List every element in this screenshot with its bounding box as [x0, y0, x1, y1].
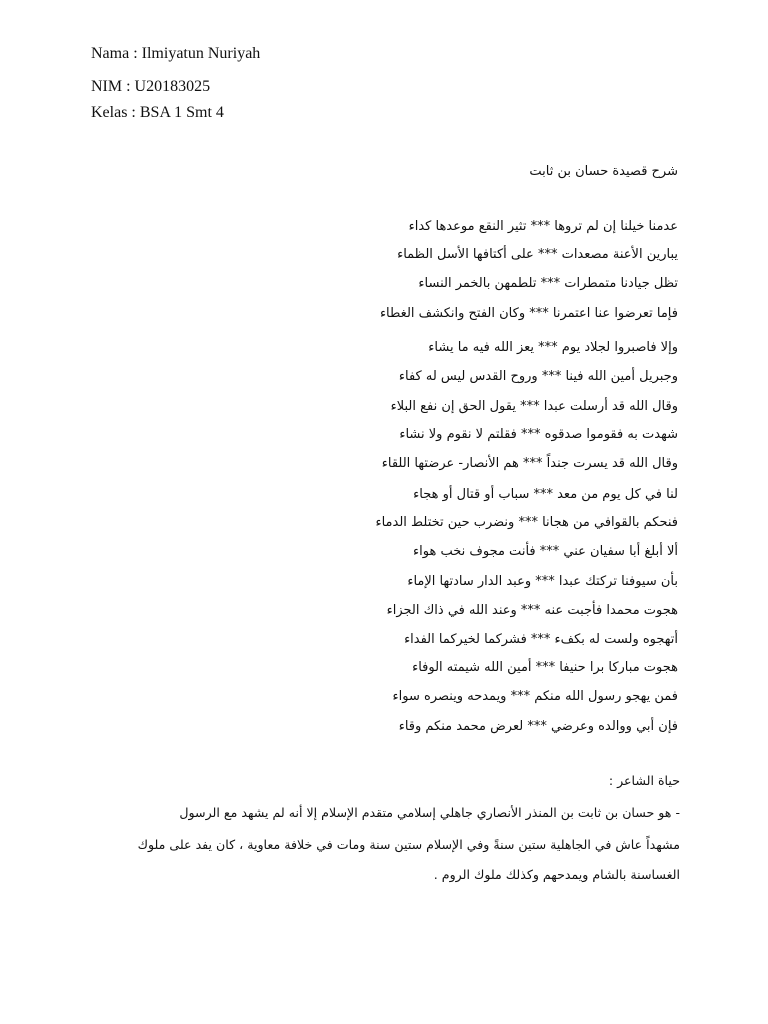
- document-title: شرح قصيدة حسان بن ثابت: [529, 164, 678, 179]
- verse-line: هجوت محمدا فأجبت عنه *** وعند الله في ذاك الجزاء: [386, 603, 678, 618]
- verse-line: وقال الله قد يسرت جنداً *** هم الأنصار- عرضتها اللقاء: [381, 456, 678, 471]
- biography-paragraph-line: - هو حسان بن ثابت بن المنذر الأنصاري جاهلي إسلامي متقدم الإسلام إلا أنه لم يشهد مع الرسول: [179, 805, 680, 820]
- student-name: Nama : Ilmiyatun Nuriyah: [91, 45, 261, 62]
- verse-line: هجوت مباركا برا حنيفا *** أمين الله شيمته الوفاء: [412, 660, 678, 675]
- verse-line: وإلا فاصبروا لجلاد يوم *** يعز الله فيه ما يشاء: [428, 340, 678, 355]
- verse-line: فمن يهجو رسول الله منكم *** ويمدحه وينصره سواء: [392, 689, 678, 704]
- verse-line: عدمنا خيلنا إن لم تروها *** تثير النقع موعدها كداء: [408, 219, 678, 234]
- verse-line: لنا في كل يوم من معد *** سباب أو قتال أو هجاء: [413, 487, 678, 502]
- verse-line: وجبريل أمين الله فينا *** وروح القدس ليس له كفاء: [398, 369, 678, 384]
- biography-paragraph-line: الغساسنة بالشام ويمدحهم وكذلك ملوك الروم .: [433, 867, 680, 882]
- verse-line: وقال الله قد أرسلت عبدا *** يقول الحق إن نفع البلاء: [390, 399, 678, 414]
- biography-heading: حياة الشاعر :: [608, 773, 680, 788]
- student-nim: NIM : U20183025: [91, 78, 211, 95]
- student-class: Kelas : BSA 1 Smt 4: [91, 104, 224, 121]
- verse-line: شهدت به فقوموا صدقوه *** فقلتم لا نقوم ولا نشاء: [399, 427, 678, 442]
- verse-line: تظل جيادنا متمطرات *** تلطمهن بالخمر النساء: [418, 276, 678, 291]
- verse-line: أتهجوه ولست له بكفء *** فشركما لخيركما الفداء: [404, 632, 678, 647]
- verse-line: بأن سيوفنا تركتك عبدا *** وعبد الدار سادتها الإماء: [407, 574, 678, 589]
- verse-line: ألا أبلغ أبا سفيان عني *** فأنت مجوف نخب هواء: [413, 544, 678, 559]
- verse-line: فنحكم بالقوافي من هجانا *** ونضرب حين تختلط الدماء: [375, 515, 678, 530]
- verse-line: فإن أبي ووالده وعرضي *** لعرض محمد منكم وقاء: [398, 719, 678, 734]
- verse-line: فإما تعرضوا عنا اعتمرنا *** وكان الفتح وانكشف الغطاء: [379, 306, 678, 321]
- verse-line: يبارين الأعنة مصعدات *** على أكتافها الأسل الظماء: [397, 247, 678, 262]
- biography-paragraph-line: مشهداً عاش في الجاهلية ستين سنةً وفي الإسلام ستين سنة ومات في خلافة معاوية ، كان يفد على ملوك: [137, 837, 680, 852]
